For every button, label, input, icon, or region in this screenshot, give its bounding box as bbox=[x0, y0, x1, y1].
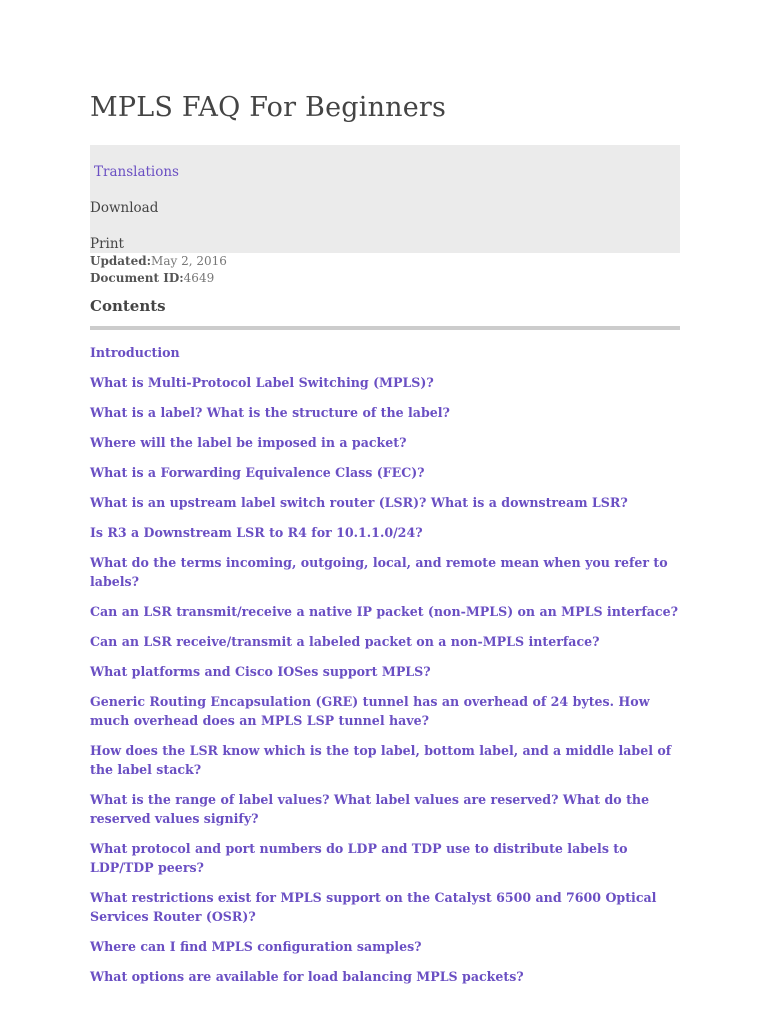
toc-link-introduction[interactable]: Introduction bbox=[90, 345, 180, 360]
toc-link[interactable]: What options are available for load balancing MPLS packets? bbox=[90, 969, 524, 984]
toolbox-panel bbox=[90, 145, 680, 253]
toc-item[interactable] bbox=[90, 967, 680, 986]
toc-link[interactable]: Generic Routing Encapsulation (GRE) tunnel has an overhead of 24 bytes. How much overhead does an MPLS LSP tunnel have? bbox=[90, 694, 650, 728]
updated-label: Updated: bbox=[90, 254, 152, 268]
updated-value: May 2, 2016 bbox=[151, 254, 227, 268]
translations-link[interactable]: Translations bbox=[94, 164, 179, 180]
toc-item[interactable] bbox=[90, 662, 680, 681]
toc-link[interactable]: What is the range of label values? What label values are reserved? What do the reserved values signify? bbox=[90, 792, 650, 826]
toc-item[interactable] bbox=[90, 343, 680, 362]
toc-link[interactable]: Where can I find MPLS configuration samples? bbox=[90, 939, 422, 954]
toc-link[interactable]: How does the LSR know which is the top label, bottom label, and a middle label of the label stack? bbox=[90, 743, 672, 777]
toc-item[interactable] bbox=[90, 493, 680, 512]
contents-list bbox=[90, 343, 680, 997]
download-link[interactable]: Download bbox=[90, 200, 159, 216]
toc-item[interactable] bbox=[90, 553, 680, 591]
toc-item[interactable] bbox=[90, 790, 680, 828]
toc-link[interactable]: Is R3 a Downstream LSR to R4 for 10.1.1.0/24? bbox=[90, 525, 423, 540]
toc-item[interactable] bbox=[90, 937, 680, 956]
document-id-meta bbox=[90, 271, 214, 285]
toc-item[interactable] bbox=[90, 692, 680, 730]
contents-heading: Contents bbox=[90, 297, 166, 315]
toc-item[interactable] bbox=[90, 602, 680, 621]
toc-item[interactable] bbox=[90, 433, 680, 452]
toc-link[interactable]: What is a label? What is the structure of the label? bbox=[90, 405, 450, 420]
toc-link[interactable]: Can an LSR transmit/receive a native IP packet (non-MPLS) on an MPLS interface? bbox=[90, 604, 678, 619]
toc-link[interactable]: Where will the label be imposed in a packet? bbox=[90, 435, 407, 450]
toc-link[interactable]: What platforms and Cisco IOSes support MPLS? bbox=[90, 664, 431, 679]
page-title: MPLS FAQ For Beginners bbox=[90, 92, 447, 123]
toc-link[interactable]: What restrictions exist for MPLS support on the Catalyst 6500 and 7600 Optical Services Router (OSR)? bbox=[90, 890, 657, 924]
toc-item[interactable] bbox=[90, 463, 680, 482]
document-id-value: 4649 bbox=[183, 271, 215, 285]
toc-item[interactable] bbox=[90, 403, 680, 422]
document-id-label: Document ID: bbox=[90, 271, 184, 285]
updated-meta bbox=[90, 254, 227, 268]
contents-divider bbox=[90, 326, 680, 330]
toc-link[interactable]: Can an LSR receive/transmit a labeled packet on a non-MPLS interface? bbox=[90, 634, 600, 649]
toc-link[interactable]: What do the terms incoming, outgoing, local, and remote mean when you refer to labels? bbox=[90, 555, 668, 589]
toc-item[interactable] bbox=[90, 839, 680, 877]
print-link[interactable]: Print bbox=[90, 236, 124, 252]
toc-link[interactable]: What is a Forwarding Equivalence Class (FEC)? bbox=[90, 465, 425, 480]
toc-item[interactable] bbox=[90, 888, 680, 926]
toc-link[interactable]: What protocol and port numbers do LDP and TDP use to distribute labels to LDP/TDP peers? bbox=[90, 841, 628, 875]
toc-item[interactable] bbox=[90, 373, 680, 392]
toc-link[interactable]: What is an upstream label switch router (LSR)? What is a downstream LSR? bbox=[90, 495, 628, 510]
toc-item[interactable] bbox=[90, 741, 680, 779]
toc-item[interactable] bbox=[90, 523, 680, 542]
toc-item[interactable] bbox=[90, 632, 680, 651]
toc-link[interactable]: What is Multi-Protocol Label Switching (MPLS)? bbox=[90, 375, 434, 390]
